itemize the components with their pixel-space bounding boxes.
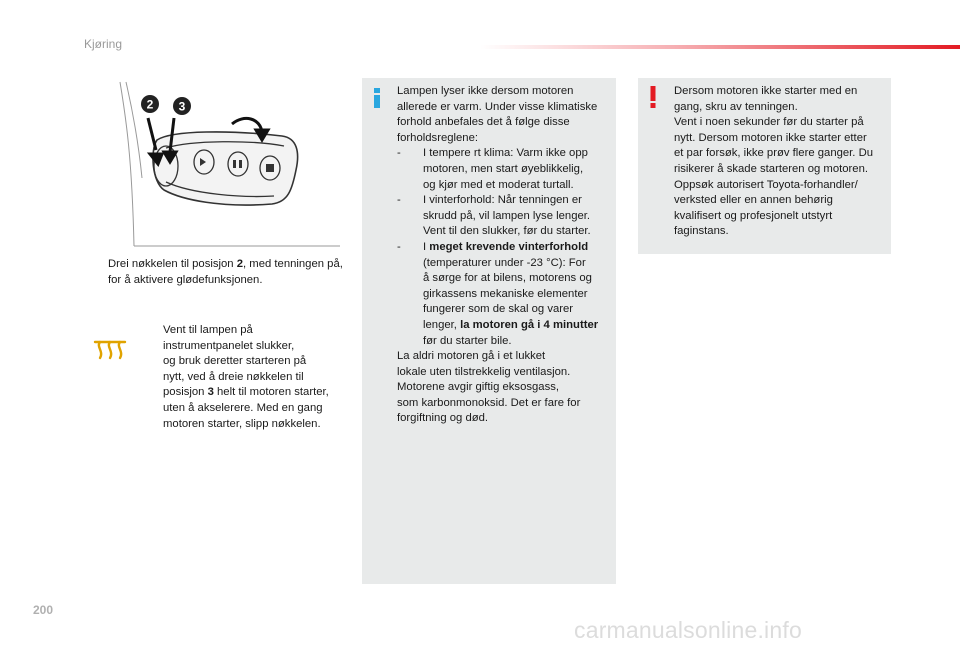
key-illustration xyxy=(112,78,342,248)
warning-icon xyxy=(648,86,658,108)
callout-2: 2 xyxy=(146,97,154,112)
info-icon xyxy=(372,88,382,108)
step-1 xyxy=(88,257,350,288)
page-number: 200 xyxy=(33,603,54,617)
info-text: Lampen lyser ikke dersom motoren allerede er varm. Under visse klimatiske forhold anbefales det å følge disse forholdsreglene: - I tempere rt klima: Varm ikke opp motoren, men start øyeblikkelig, og kjør med et moderat turtall. - I vinterforhold: Når tenningen er skrudd på, vil lampen lyse lenger. Vent til den slukker, før du starter. - I meget krevende vinterforhold (temperaturer under -23 °C): For å sørge for at bilens, motorens og girkassens mekaniske elementer fungerer som de skal og varer lenger, la motoren gå i 4 minutter før du starter bile. La aldri motoren gå i et lukket lokale uten tilstrekkelig ventilasjon. Motorene avgir giftig eksosgass, som karbonmonoksid. Det er fare for forgiftning og død. xyxy=(397,84,613,427)
step-2-text: Vent til lampen på instrumentpanelet slukker, og bruk deretter starteren på nytt, ved å dreie nøkkelen til posisjon 3 helt til motoren starter, uten å akselerere. Med en gang motoren starter, slipp nøkkelen. xyxy=(163,324,329,430)
warning-text: Dersom motoren ikke starter med en gang, skru av tenningen. Vent i noen sekunder før du starter på nytt. Dersom motoren ikke starter etter et par forsøk, ikke prøv flere ganger. Du risikerer å skade starteren og motoren. Oppsøk autorisert Toyota-forhandler/ verksted eller en annen behørig kvalifisert og profesjonelt utstyrt faginstans. xyxy=(674,85,874,238)
info-box xyxy=(362,78,616,584)
info-list-item: - I meget krevende vinterforhold (temperaturer under -23 °C): For å sørge for at bilens, motorens og girkassens mekaniske elementer fungerer som de skal og varer lenger, la motoren gå i 4 minutter før du starter bile. xyxy=(397,240,599,347)
step-1-text: Drei nøkkelen til posisjon 2, med tenningen på, for å aktivere glødefunksjonen. xyxy=(108,258,343,286)
header-accent-bar xyxy=(480,45,960,49)
watermark: carmanualsonline.info xyxy=(574,617,802,643)
callout-3: 3 xyxy=(178,99,186,114)
section-title: Kjøring xyxy=(84,37,123,51)
glow-plug-lamp-icon xyxy=(93,338,127,360)
warning-box xyxy=(638,78,891,254)
info-list-item: - I tempere rt klima: Varm ikke opp motoren, men start øyeblikkelig, og kjør med et moderat turtall. xyxy=(397,147,588,191)
info-list-item: - I vinterforhold: Når tenningen er skrudd på, vil lampen lyse lenger. Vent til den slukker, før du starter. xyxy=(397,194,591,238)
step-2 xyxy=(143,323,348,432)
